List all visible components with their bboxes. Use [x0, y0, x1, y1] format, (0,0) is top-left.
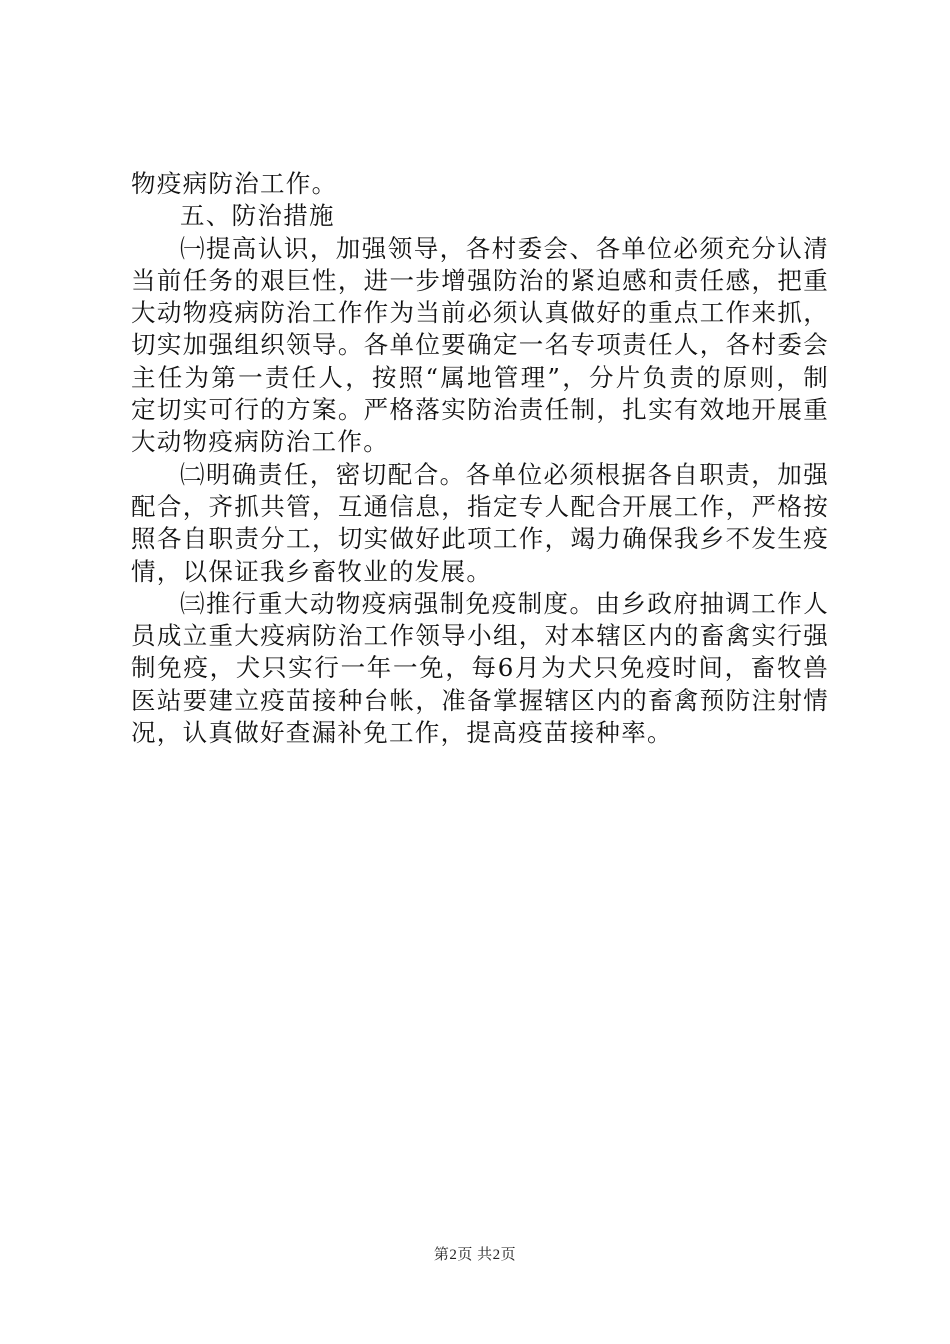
paragraph-measure-3: ㈢推行重大动物疫病强制免疫制度。由乡政府抽调工作人员成立重大疫病防治工作领导小组，对本辖区内的畜禽实行强制免疫，犬只实行一年一免，每6月为犬只免疫时间，畜牧兽医站要建立疫苗接种台帐，准备掌握辖区内的畜禽预防注射情况，认真做好查漏补免工作，提高疫苗接种率。	[131, 588, 829, 748]
paragraph-measure-2: ㈡明确责任，密切配合。各单位必须根据各自职责，加强配合，齐抓共管，互通信息，指定专人配合开展工作，严格按照各自职责分工，切实做好此项工作，竭力确保我乡不发生疫情，以保证我乡畜牧业的发展。	[131, 459, 829, 586]
continuation-text: 物疫病防治工作。	[131, 169, 338, 198]
page-footer: 第2页 共2页	[433, 1247, 517, 1263]
paragraph-measure-1: ㈠提高认识，加强领导，各村委会、各单位必须充分认清当前任务的艰巨性，进一步增强防治的紧迫感和责任感，把重大动物疫病防治工作作为当前必须认真做好的重点工作来抓，切实加强组织领导。各单位要确定一名专项责任人，各村委会主任为第一责任人，按照“属地管理”，分片负责的原则，制定切实可行的方案。严格落实防治责任制，扎实有效地开展重大动物疫病防治工作。	[131, 233, 829, 457]
document-body	[131, 168, 829, 749]
section-heading: 五、防治措施	[180, 201, 335, 231]
